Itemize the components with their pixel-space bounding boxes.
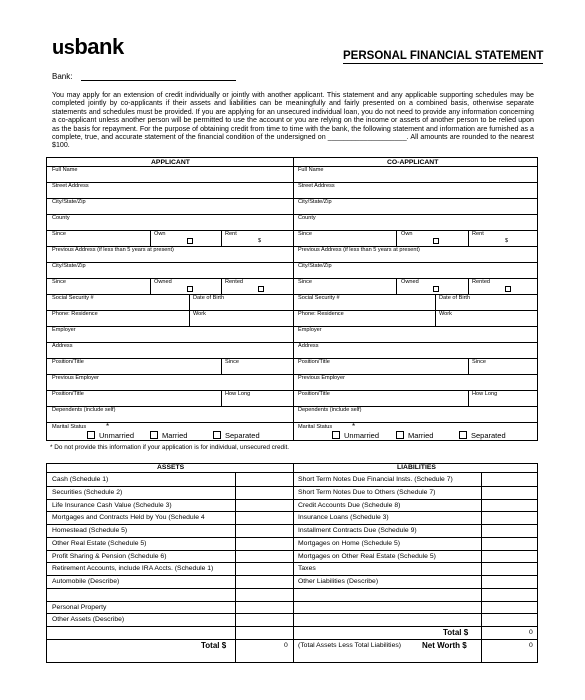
bank-input-line[interactable] bbox=[81, 80, 236, 81]
asset-row-label: Retirement Accounts, include IRA Accts. (Schedule 1) bbox=[52, 565, 214, 573]
employer-address-label: Address bbox=[52, 343, 73, 349]
co-marital-status-label: Marital Status bbox=[298, 424, 333, 430]
asset-row-label: Other Real Estate (Schedule 5) bbox=[52, 539, 147, 547]
liabilities-amount-divider bbox=[481, 472, 482, 662]
net-worth-label: Net Worth $ bbox=[422, 640, 467, 650]
co-position-title-label: Position/Title bbox=[298, 359, 330, 365]
row-line bbox=[47, 524, 537, 525]
co-previous-employer-label: Previous Employer bbox=[298, 375, 345, 381]
owned-checkbox[interactable] bbox=[187, 286, 193, 292]
assets-amount-divider bbox=[235, 472, 236, 662]
owned-label: Owned bbox=[154, 279, 172, 285]
co-separated-label: Separated bbox=[471, 431, 506, 440]
co-ssn-label: Social Security # bbox=[298, 295, 340, 301]
employer-label: Employer bbox=[52, 327, 76, 333]
co-rented-label: Rented bbox=[472, 279, 491, 285]
asset-row-label: Homestead (Schedule 5) bbox=[52, 527, 128, 534]
row-line bbox=[47, 588, 537, 589]
prev-city-state-zip-label: City/State/Zip bbox=[52, 263, 86, 269]
row-line bbox=[47, 486, 537, 487]
row-line bbox=[47, 342, 537, 343]
rent-dollar: $ bbox=[258, 238, 262, 244]
cell-divider bbox=[221, 278, 222, 294]
assets-header: ASSETS bbox=[157, 464, 185, 471]
prev-since-label: Since bbox=[52, 279, 66, 285]
co-dependents-label: Dependents (include self) bbox=[298, 407, 362, 413]
previous-address-label: Previous Address (if less than 5 years at present) bbox=[52, 247, 174, 253]
asset-row-label: Cash (Schedule 1) bbox=[52, 476, 109, 483]
row-line bbox=[47, 278, 537, 279]
co-dob-label: Date of Birth bbox=[439, 295, 471, 301]
row-line bbox=[47, 601, 537, 602]
unmarried-checkbox[interactable] bbox=[87, 431, 95, 439]
asset-row-label: Life Insurance Cash Value (Schedule 3) bbox=[52, 501, 172, 509]
liability-row-label: Credit Accounts Due (Schedule 8) bbox=[298, 501, 401, 509]
row-line bbox=[47, 422, 537, 423]
co-county-label: County bbox=[298, 215, 316, 221]
row-line bbox=[47, 499, 537, 500]
separated-label: Separated bbox=[225, 431, 260, 440]
assets-total-value: 0 bbox=[284, 641, 288, 649]
co-since-label: Since bbox=[298, 231, 312, 237]
co-street-address-label: Street Address bbox=[298, 183, 335, 189]
prev-position-title-label: Position/Title bbox=[52, 391, 84, 397]
liability-row-label: Mortgages on Home (Schedule 5) bbox=[298, 539, 401, 547]
row-line bbox=[47, 575, 537, 576]
marital-asterisk: * bbox=[106, 422, 110, 431]
co-own-checkbox[interactable] bbox=[433, 238, 439, 244]
cell-divider bbox=[468, 390, 469, 406]
co-work-phone-label: Work bbox=[439, 311, 452, 317]
cell-divider bbox=[396, 230, 397, 246]
co-owned-checkbox[interactable] bbox=[433, 286, 439, 292]
county-label: County bbox=[52, 215, 70, 221]
co-prev-city-state-zip-label: City/State/Zip bbox=[298, 263, 332, 269]
applicant-header: APPLICANT bbox=[151, 159, 190, 166]
how-long-label: How Long bbox=[225, 391, 251, 397]
logo-us: us bbox=[52, 37, 75, 59]
asset-row-label: Personal Property bbox=[52, 603, 107, 611]
row-line bbox=[47, 182, 537, 183]
cell-divider bbox=[221, 358, 222, 374]
co-separated-checkbox[interactable] bbox=[459, 431, 467, 439]
co-employer-label: Employer bbox=[298, 327, 322, 333]
assets-total-label: Total $ bbox=[201, 640, 227, 650]
asset-row-label: Automobile (Describe) bbox=[52, 578, 120, 585]
row-line bbox=[47, 511, 537, 512]
cell-divider bbox=[221, 230, 222, 246]
co-married-checkbox[interactable] bbox=[396, 431, 404, 439]
cell-divider bbox=[150, 230, 151, 246]
street-address-label: Street Address bbox=[52, 183, 89, 189]
unmarried-label: Unmarried bbox=[99, 431, 135, 440]
co-owned-label: Owned bbox=[401, 279, 419, 285]
row-line bbox=[47, 262, 537, 263]
disclaimer-note: * Do not provide this information if your application is for individual, unsecured credit. bbox=[50, 444, 290, 451]
co-rent-dollar: $ bbox=[505, 238, 509, 244]
liability-row-label: Short Term Notes Due to Others (Schedule 7) bbox=[298, 488, 436, 496]
cell-divider bbox=[221, 390, 222, 406]
row-line bbox=[47, 326, 537, 327]
dependents-label: Dependents (include self) bbox=[52, 407, 116, 413]
asset-row-label: Securities (Schedule 2) bbox=[52, 488, 123, 496]
co-unmarried-checkbox[interactable] bbox=[332, 431, 340, 439]
cell-divider bbox=[150, 278, 151, 294]
co-rented-checkbox[interactable] bbox=[505, 286, 511, 292]
co-prev-position-title-label: Position/Title bbox=[298, 391, 330, 397]
co-own-label: Own bbox=[401, 231, 413, 237]
co-unmarried-label: Unmarried bbox=[344, 431, 380, 440]
liability-row-label: Taxes bbox=[298, 565, 316, 573]
position-title-label: Position/Title bbox=[52, 359, 84, 365]
asset-row-label: Mortgages and Contracts Held by You (Schedule 4 bbox=[52, 514, 205, 522]
row-line bbox=[47, 230, 537, 231]
co-previous-address-label: Previous Address (if less than 5 years at present) bbox=[298, 247, 420, 253]
liability-row-label: Installment Contracts Due (Schedule 9) bbox=[298, 527, 417, 534]
row-line bbox=[47, 550, 537, 551]
row-line bbox=[47, 310, 537, 311]
row-line bbox=[47, 358, 537, 359]
co-phone-residence-label: Phone: Residence bbox=[298, 311, 344, 317]
previous-employer-label: Previous Employer bbox=[52, 375, 99, 381]
usbank-logo bbox=[52, 34, 124, 60]
married-label: Married bbox=[162, 431, 188, 440]
row-line bbox=[47, 626, 537, 627]
marital-status-label: Marital Status bbox=[52, 424, 87, 430]
co-how-long-label: How Long bbox=[472, 391, 498, 397]
asset-row-label: Other Assets (Describe) bbox=[52, 616, 125, 624]
cell-divider bbox=[396, 278, 397, 294]
page-title: PERSONAL FINANCIAL STATEMENT bbox=[343, 50, 544, 62]
intro-paragraph: You may apply for an extension of credit individually or jointly with another applicant. This statement and any applicable supporting schedules may be completed jointly by co-applicants if their assets and liabilities can be meaningfully and fairly presented on a combined basis, otherwise separate statements and schedules must be provided. If you are applying for an unsecured individual loan, you do not need to provide any information concerning a co-applicant unless another person will be permitted to use the account or you are relying on the income or assets of another person to be relied upon as the basis for repayment. For the purpose of obtaining credit from time to time with the bank, the following statement and information are furnished as a complete, true, and accurate statement of the financial condition of the undersigned on ____________________. All amounts are rounded to the nearest $100. bbox=[52, 91, 534, 150]
assets-liabilities-table bbox=[46, 463, 538, 663]
row-line bbox=[47, 214, 537, 215]
co-full-name-label: Full Name bbox=[298, 167, 324, 173]
row-line bbox=[47, 406, 537, 407]
cell-divider bbox=[468, 230, 469, 246]
liabilities-total-value: 0 bbox=[529, 629, 533, 636]
liability-row-label: Short Term Notes Due Financial Insts. (Schedule 7) bbox=[298, 476, 453, 483]
co-city-state-zip-label: City/State/Zip bbox=[298, 199, 332, 205]
column-divider bbox=[293, 158, 294, 440]
own-label: Own bbox=[154, 231, 166, 237]
logo-bank: bank bbox=[74, 34, 124, 59]
row-line bbox=[47, 472, 537, 473]
row-line bbox=[47, 562, 537, 563]
row-line bbox=[47, 613, 537, 614]
liability-row-label: Other Liabilities (Describe) bbox=[298, 578, 379, 585]
co-prev-since-label: Since bbox=[298, 279, 312, 285]
married-checkbox[interactable] bbox=[150, 431, 158, 439]
since-label: Since bbox=[52, 231, 66, 237]
co-rent-label: Rent bbox=[472, 231, 484, 237]
row-line bbox=[47, 198, 537, 199]
cell-divider bbox=[468, 278, 469, 294]
row-line bbox=[47, 390, 537, 391]
work-phone-label: Work bbox=[193, 311, 206, 317]
dob-label: Date of Birth bbox=[193, 295, 225, 301]
rent-label: Rent bbox=[225, 231, 237, 237]
cell-divider bbox=[468, 358, 469, 374]
liability-row-label: Mortgages on Other Real Estate (Schedule 5) bbox=[298, 552, 436, 560]
asset-row-label: Profit Sharing & Pension (Schedule 6) bbox=[52, 552, 167, 560]
liabilities-header: LIABILITIES bbox=[397, 464, 436, 471]
total-less-label: (Total Assets Less Total Liabilities) bbox=[298, 641, 402, 649]
coapplicant-header: CO-APPLICANT bbox=[387, 159, 439, 166]
ssn-label: Social Security # bbox=[52, 295, 94, 301]
co-marital-asterisk: * bbox=[352, 422, 356, 431]
co-employer-address-label: Address bbox=[298, 343, 319, 349]
rented-label: Rented bbox=[225, 279, 244, 285]
co-position-since-label: Since bbox=[472, 359, 486, 365]
phone-residence-label: Phone: Residence bbox=[52, 311, 98, 317]
rented-checkbox[interactable] bbox=[258, 286, 264, 292]
position-since-label: Since bbox=[225, 359, 239, 365]
row-line bbox=[47, 374, 537, 375]
liability-row-label: Insurance Loans (Schedule 3) bbox=[298, 514, 389, 522]
row-line bbox=[47, 166, 537, 167]
full-name-label: Full Name bbox=[52, 167, 78, 173]
own-checkbox[interactable] bbox=[187, 238, 193, 244]
separated-checkbox[interactable] bbox=[213, 431, 221, 439]
row-line bbox=[47, 639, 537, 640]
net-worth-value: 0 bbox=[529, 641, 533, 649]
co-married-label: Married bbox=[408, 431, 434, 440]
bank-label: Bank: bbox=[52, 72, 73, 81]
applicant-table bbox=[46, 157, 538, 441]
city-state-zip-label: City/State/Zip bbox=[52, 199, 86, 205]
row-line bbox=[47, 537, 537, 538]
liabilities-total-label: Total $ bbox=[443, 628, 469, 637]
